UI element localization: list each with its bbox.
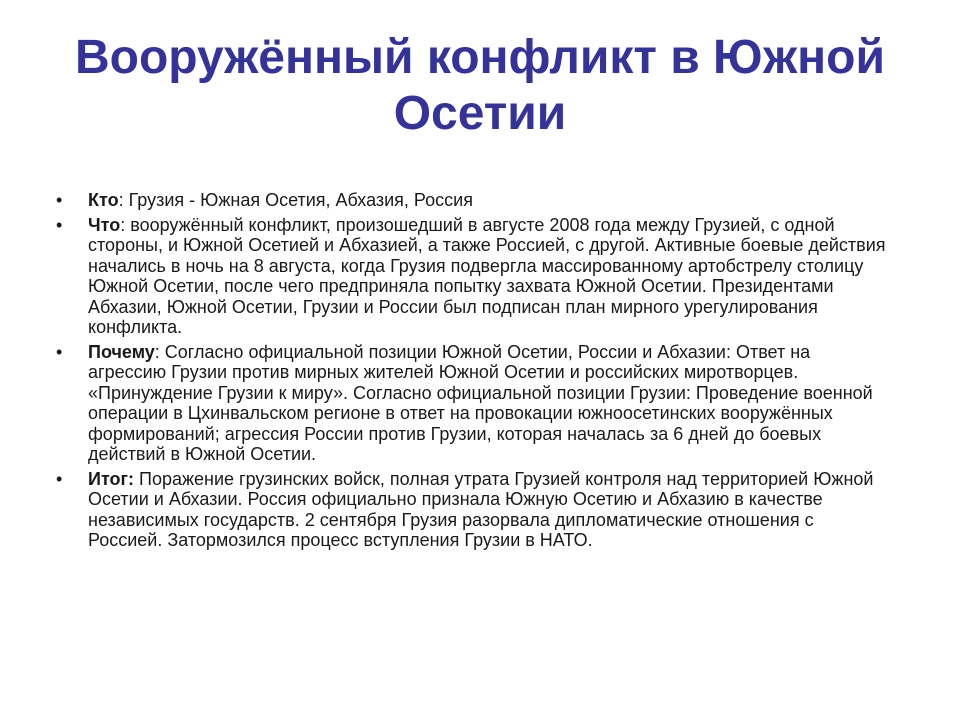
slide-title: Вооружённый конфликт в Южной Осетии (75, 31, 885, 140)
item-text: : Грузия - Южная Осетия, Абхазия, Россия (118, 190, 473, 210)
list-item (56, 469, 886, 551)
list-item (56, 215, 886, 338)
bullet-list (56, 190, 886, 555)
item-text: : Согласно официальной позиции Южной Осетии, России и Абхазии: Ответ на агрессию Грузии против мирных жителей Южной Осетии и российских миротворцев. «Принуждение Грузии к миру». Согласно официальной позиции Грузии: Проведение военной операции в Цхинвальском регионе в ответ на провокации южноосетинских вооружённых формирований; агрессия России против Грузии, которая началась за 6 дней до боевых действий в Южной Осетии. (88, 341, 873, 464)
list-item (56, 342, 886, 465)
item-text: Поражение грузинских войск, полная утрата Грузией контроля над территорией Южной Осетии и Абхазии. Россия официально признала Южную Осетию и Абхазию в качестве независимых государств. 2 сентября Грузия разорвала дипломатические отношения с Россией. Затормозился процесс вступления Грузии в НАТО. (88, 468, 874, 550)
item-text: : вооружённый конфликт, произошедший в августе 2008 года между Грузией, с одной стороны, и Южной Осетией и Абхазией, а также Россией, с другой. Активные боевые действия начались в ночь на 8 августа, когда Грузия подвергла массированному артобстрелу столицу Южной Осетии, после чего предприняла попытку захвата Южной Осетии. Президентами Абхазии, Южной Осетии, Грузии и России был подписан план мирного урегулирования конфликта. (88, 214, 886, 337)
item-term: Кто (88, 190, 119, 210)
bullet-icon: • (56, 468, 63, 489)
item-term: Что (88, 214, 121, 235)
bullet-icon: • (56, 214, 63, 235)
bullet-icon: • (56, 341, 63, 362)
list-item (56, 190, 886, 211)
bullet-icon: • (56, 190, 63, 210)
item-term: Итог: (88, 468, 135, 489)
item-term: Почему (88, 341, 155, 362)
